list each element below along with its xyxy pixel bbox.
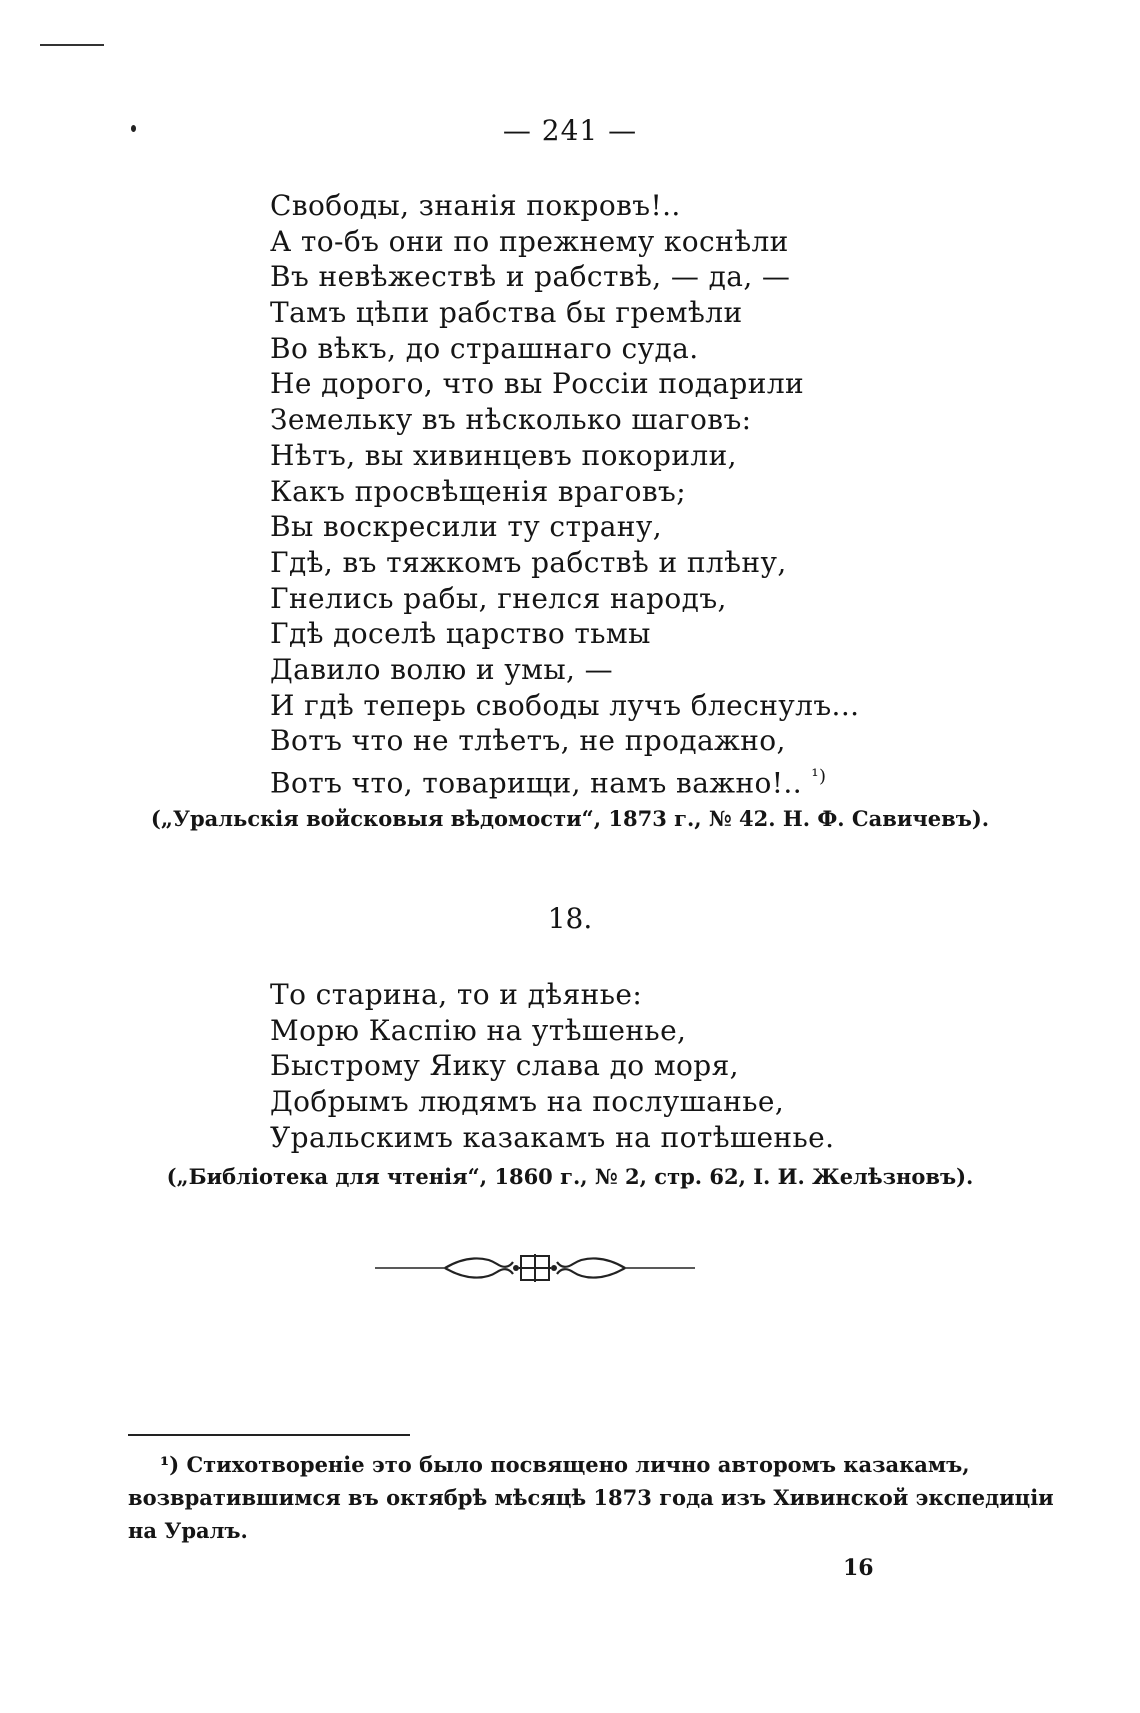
poem-line: А то-бъ они по прежнему коснѣли: [270, 224, 789, 258]
footnote: [128, 1448, 1054, 1547]
source-citation-1: („Уральскія войсковыя вѣдомости“, 1873 г., № 42. Н. Ф. Савичевъ).: [150, 806, 990, 831]
poem-1: [270, 188, 860, 800]
footnote-line: ¹) Стихотвореніе это было посвящено лично авторомъ казакамъ,: [160, 1452, 970, 1477]
poem-line: Нѣтъ, вы хивинцевъ покорили,: [270, 438, 737, 472]
source-citation-2: („Библіотека для чтенія“, 1860 г., № 2, стр. 62, I. И. Желѣзновъ).: [166, 1164, 974, 1189]
page-number: — 241 —: [502, 114, 638, 147]
poem-2: [270, 977, 834, 1155]
poem-line: То старина, то и дѣянье:: [270, 978, 643, 1011]
poem-line: Гдѣ доселѣ царство тьмы: [270, 617, 651, 651]
section-heading: 18.: [547, 902, 593, 935]
footnote-line: возвратившимся въ октябрѣ мѣсяцѣ 1873 года изъ Хивинской экспедиціи: [128, 1485, 1054, 1510]
poem-line-text: Вотъ что, товарищи, намъ важно!..: [270, 766, 803, 800]
scan-mark: [40, 42, 104, 48]
poem-line: Быстрому Яику слава до моря,: [270, 1049, 739, 1083]
footnote-line: на Уралъ.: [128, 1518, 248, 1543]
poem-line: Свободы, знанія покровъ!..: [270, 189, 681, 222]
poem-line: И гдѣ теперь свободы лучъ блеснулъ...: [270, 688, 860, 722]
poem-line: Давило волю и умы, —: [270, 652, 614, 686]
poem-line: Тамъ цѣпи рабства бы гремѣли: [270, 296, 743, 330]
poem-line: Добрымъ людямъ на послушанье,: [270, 1085, 785, 1119]
poem-line: Какъ просвѣщенія враговъ;: [270, 474, 687, 508]
footnote-rule: [128, 1434, 410, 1436]
poem-line: Земельку въ нѣсколько шаговъ:: [270, 403, 752, 437]
poem-line: Въ невѣжествѣ и рабствѣ, — да, —: [270, 260, 791, 294]
signature-mark: 16: [843, 1555, 874, 1581]
poem-line: Гнелись рабы, гнелся народъ,: [270, 581, 727, 615]
poem-line: Вы воскресили ту страну,: [270, 510, 663, 544]
footnote-marker: ¹): [811, 766, 827, 787]
poem-line: Морю Каспію на утѣшенье,: [270, 1013, 687, 1047]
poem-line: Во вѣкъ, до страшнаго суда.: [270, 331, 699, 365]
ornament-divider: [375, 1250, 695, 1286]
poem-line: Уральскимъ казакамъ на потѣшенье.: [270, 1120, 835, 1154]
poem-line: Не дорого, что вы Россіи подарили: [270, 367, 805, 401]
poem-line: Гдѣ, въ тяжкомъ рабствѣ и плѣну,: [270, 545, 787, 579]
poem-line: Вотъ что не тлѣетъ, не продажно,: [270, 724, 786, 758]
poem-line-last: [270, 759, 859, 800]
